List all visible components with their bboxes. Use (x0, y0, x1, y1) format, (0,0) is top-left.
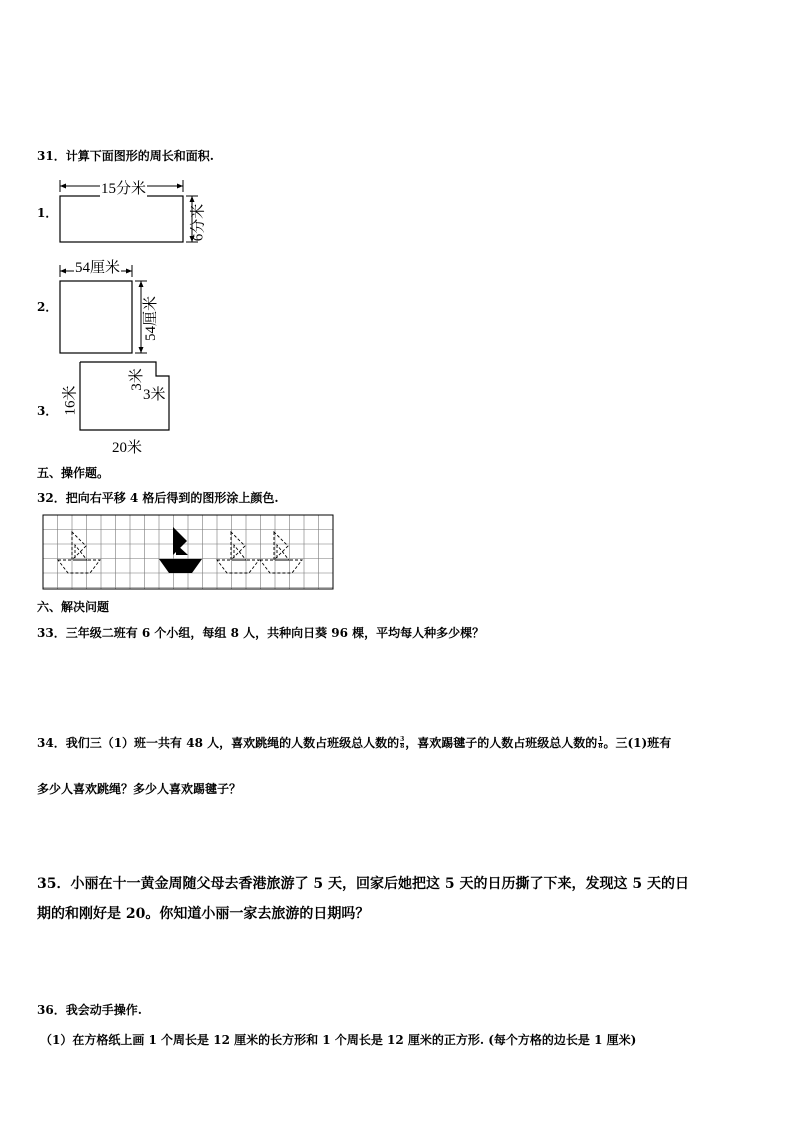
fig1-width-label: 15分米 (100, 177, 147, 198)
fig3-bottom-label: 20米 (112, 440, 143, 456)
q34-frac1-den: 8 (400, 743, 405, 750)
fig3-notch-horizontal-label: 3米 (143, 387, 166, 403)
fig1-label: 1． (37, 206, 58, 220)
fig1-height-label: 6分米 (190, 203, 207, 242)
q36-title: 36．我会动手操作. (37, 1003, 142, 1017)
q31-title: 31．计算下面图形的周长和面积. (37, 149, 214, 163)
q34-part3: 。三(1)班有 (603, 736, 672, 750)
q34-line1 (37, 734, 671, 751)
fig2-width-label: 54厘米 (74, 256, 121, 277)
q32-grid (42, 514, 336, 592)
q34-frac1-num: 3 (400, 736, 405, 743)
section6-heading: 六、解决问题 (37, 600, 110, 614)
fig3-label: 3． (37, 404, 58, 418)
fig2-label: 2． (37, 300, 58, 314)
q34-frac2-num: 1 (598, 736, 603, 743)
dashed-boat-2 (217, 532, 259, 573)
fig3-left-label: 16米 (62, 385, 79, 416)
q34-frac2-den: 8 (598, 743, 603, 750)
q36-item1: （1）在方格纸上画 1 个周长是 12 厘米的长方形和 1 个周长是 12 厘米的正方形. (每个方格的边长是 1 厘米) (40, 1033, 637, 1047)
solid-boat (159, 527, 202, 573)
q34-part1: 34．我们三（1）班一共有 48 人，喜欢跳绳的人数占班级总人数的 (37, 736, 400, 750)
q34-fraction-2 (598, 737, 602, 750)
q35-line2: 期的和刚好是 20。你知道小丽一家去旅游的日期吗？ (37, 906, 370, 922)
dashed-boat-3 (260, 532, 302, 573)
q34-part2: ，喜欢踢毽子的人数占班级总人数的 (405, 736, 598, 750)
fig3-notch-vertical-label: 3米 (128, 368, 145, 391)
fig2-height-label: 54厘米 (143, 295, 160, 342)
q32-title: 32．把向右平移 4 格后得到的图形涂上颜色. (37, 491, 279, 505)
dashed-boat-1 (58, 532, 100, 573)
q33-text: 33．三年级二班有 6 个小组，每组 8 人，共种向日葵 96 棵，平均每人种多少棵？ (37, 626, 485, 640)
q34-fraction-1 (400, 737, 404, 750)
q34-line2: 多少人喜欢跳绳？多少人喜欢踢毽子？ (37, 782, 242, 796)
q35-line1: 35．小丽在十一黄金周随父母去香港旅游了 5 天，回家后她把这 5 天的日历撕了下来，发现这 5 天的日 (37, 876, 689, 892)
section5-heading: 五、操作题。 (37, 466, 110, 480)
